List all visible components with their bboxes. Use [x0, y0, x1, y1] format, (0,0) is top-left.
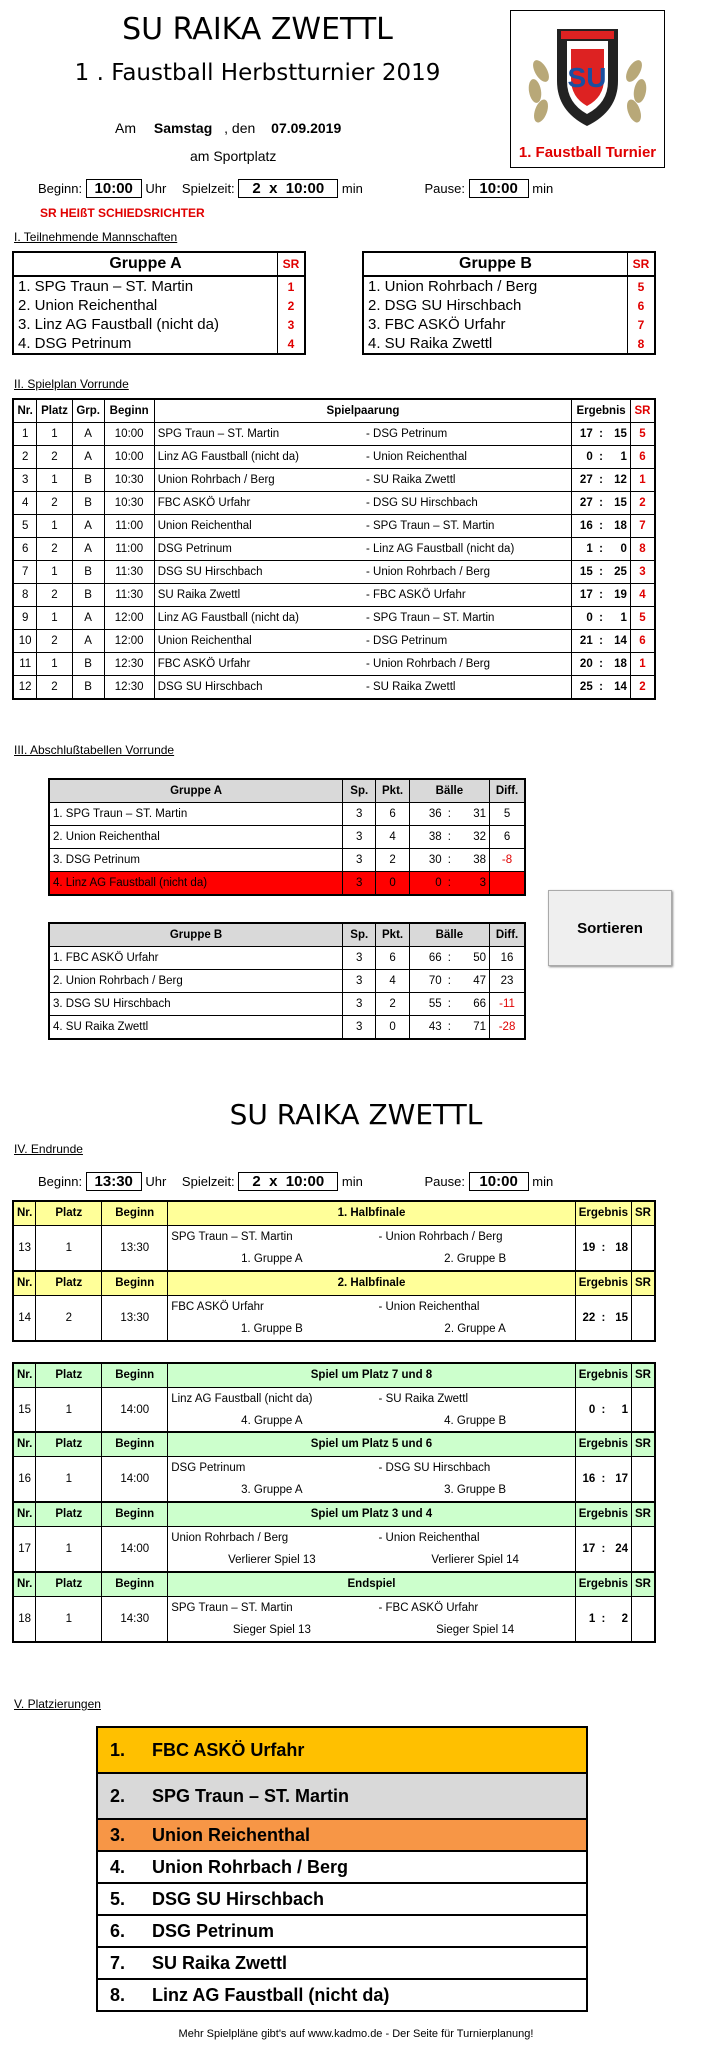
col-nr: Nr.	[13, 399, 37, 423]
final-game-table: Nr. Platz Beginn 1. Halbfinale Ergebnis SR 13 1 13:30 SPG Traun – ST. Martin - Union Rohrbach / Berg 19 : 18 1. Gruppe A 2. Gruppe B	[12, 1200, 656, 1272]
pause-min-label: min	[532, 181, 554, 196]
group-header: Gruppe A	[49, 779, 343, 803]
standings-group-b: Gruppe B Sp. Pkt. Bälle Diff. 1. FBC ASKÖ Urfahr 3 6 66 : 50 16 2. Union Rohrbach / Berg 3 4 70 : 47 23 3. DSG SU Hirschbach 3 2 55 : 66 -11 4. SU Raika Zwettl 3 0 43 : 71 -28	[48, 922, 526, 1040]
group-name: Gruppe A	[13, 252, 278, 276]
team-row: 1. SPG Traun – ST. Martin 1	[13, 276, 305, 296]
page-title: SU RAIKA ZWETTL	[122, 12, 393, 47]
section-placements: V. Platzierungen	[14, 1697, 101, 1711]
placement-row: 3. Union Reichenthal	[98, 1818, 586, 1850]
spielzeit-value[interactable]: 2 x 10:00	[238, 179, 338, 198]
standing-row: 1. SPG Traun – ST. Martin 3 6 36 : 31 5	[49, 803, 525, 826]
game-title: Spiel um Platz 5 und 6	[168, 1432, 576, 1456]
final-spielzeit-value[interactable]: 2 x 10:00	[238, 1172, 338, 1191]
col-sr: SR	[630, 399, 655, 423]
game-row: 18 1 14:30 SPG Traun – ST. Martin - FBC ASKÖ Urfahr 1 : 2	[13, 1596, 655, 1619]
spielzeit-label: Spielzeit:	[181, 181, 235, 196]
pause-label: Pause:	[424, 181, 465, 196]
club-logo	[510, 10, 665, 168]
date-prefix: , den	[224, 120, 256, 136]
placements-list	[96, 1726, 588, 2012]
final-game-table: Nr. Platz Beginn Endspiel Ergebnis SR 18 1 14:30 SPG Traun – ST. Martin - FBC ASKÖ Urfahr 1 : 2 Sieger Spiel 13 Sieger Spiel 14	[12, 1571, 656, 1643]
svg-text:SU: SU	[567, 62, 607, 93]
sort-button[interactable]: Sortieren	[548, 890, 672, 966]
placement-row: 8. Linz AG Faustball (nicht da)	[98, 1978, 586, 2010]
team-row: 3. FBC ASKÖ Urfahr 7	[363, 315, 655, 334]
team-row: 2. DSG SU Hirschbach 6	[363, 296, 655, 315]
final-game-table: Nr. Platz Beginn Spiel um Platz 5 und 6 Ergebnis SR 16 1 14:00 DSG Petrinum - DSG SU Hirschbach 16 : 17 3. Gruppe A 3. Gruppe B	[12, 1431, 656, 1503]
section-schedule: II. Spielplan Vorrunde	[14, 377, 129, 391]
pause-value[interactable]: 10:00	[469, 179, 529, 198]
game-title: 2. Halbfinale	[168, 1271, 576, 1295]
col-platz: Platz	[37, 399, 72, 423]
tournament-subtitle: 1 . Faustball Herbstturnier 2019	[74, 60, 441, 86]
game-title: 1. Halbfinale	[168, 1201, 576, 1225]
standing-row: 2. Union Reichenthal 3 4 38 : 32 6	[49, 826, 525, 849]
group-header: Gruppe B	[49, 923, 343, 947]
placement-row: 1. FBC ASKÖ Urfahr	[98, 1728, 586, 1772]
table-row: 10 2 A 12:00 Union Reichenthal - DSG Petrinum 21 : 14 6	[13, 630, 655, 653]
table-row: 2 2 A 10:00 Linz AG Faustball (nicht da) - Union Reichenthal 0 : 1 6	[13, 446, 655, 469]
uhr-label: Uhr	[145, 181, 167, 196]
group-b-teams	[362, 251, 656, 355]
group-name: Gruppe B	[363, 252, 628, 276]
standing-row: 4. Linz AG Faustball (nicht da) 3 0 0 : 3	[49, 872, 525, 896]
col-beginn: Beginn	[104, 399, 154, 423]
game-row: 14 2 13:30 FBC ASKÖ Urfahr - Union Reichenthal 22 : 15	[13, 1295, 655, 1318]
placement-row: 4. Union Rohrbach / Berg	[98, 1850, 586, 1882]
shield-logo-icon	[511, 11, 664, 141]
game-row: 17 1 14:00 Union Rohrbach / Berg - Union Reichenthal 17 : 24	[13, 1526, 655, 1549]
section-standings: III. Abschlußtabellen Vorrunde	[14, 743, 175, 757]
time-settings	[38, 179, 553, 198]
section-teams: I. Teilnehmende Mannschaften	[14, 230, 178, 244]
final-game-table: Nr. Platz Beginn 2. Halbfinale Ergebnis SR 14 2 13:30 FBC ASKÖ Urfahr - Union Reichenthal 22 : 15 1. Gruppe B 2. Gruppe A	[12, 1270, 656, 1342]
col-ergebnis: Ergebnis	[572, 399, 631, 423]
team-row: 4. DSG Petrinum 4	[13, 334, 305, 354]
standing-row: 3. DSG SU Hirschbach 3 2 55 : 66 -11	[49, 993, 525, 1016]
schedule-table	[12, 398, 656, 700]
standing-row: 4. SU Raika Zwettl 3 0 43 : 71 -28	[49, 1016, 525, 1040]
standings-group-a: Gruppe A Sp. Pkt. Bälle Diff. 1. SPG Traun – ST. Martin 3 6 36 : 31 5 2. Union Reichenthal 3 4 38 : 32 6 3. DSG Petrinum 3 2 30 : 38 -8 4. Linz AG Faustball (nicht da) 3 0 0 : 3	[48, 778, 526, 896]
table-row: 11 1 B 12:30 FBC ASKÖ Urfahr - Union Rohrbach / Berg 20 : 18 1	[13, 653, 655, 676]
begin-label: Beginn:	[38, 181, 83, 196]
table-row: 12 2 B 12:30 DSG SU Hirschbach - SU Raika Zwettl 25 : 14 2	[13, 676, 655, 700]
placement-row: 6. DSG Petrinum	[98, 1914, 586, 1946]
table-row: 4 2 B 10:30 FBC ASKÖ Urfahr - DSG SU Hirschbach 27 : 15 2	[13, 492, 655, 515]
col-spielpaarung: Spielpaarung	[154, 399, 572, 423]
group-a-teams	[12, 251, 306, 355]
table-row: 6 2 A 11:00 DSG Petrinum - Linz AG Faustball (nicht da) 1 : 0 8	[13, 538, 655, 561]
placement-row: 7. SU Raika Zwettl	[98, 1946, 586, 1978]
section-finals: IV. Endrunde	[14, 1142, 83, 1156]
col-grp: Grp.	[72, 399, 104, 423]
team-row: 3. Linz AG Faustball (nicht da) 3	[13, 315, 305, 334]
referee-note: SR HEIßT SCHIEDSRICHTER	[40, 206, 205, 220]
final-begin-value[interactable]: 13:30	[86, 1172, 142, 1191]
sr-header: SR	[278, 252, 306, 276]
table-row: 7 1 B 11:30 DSG SU Hirschbach - Union Rohrbach / Berg 15 : 25 3	[13, 561, 655, 584]
table-row: 3 1 B 10:30 Union Rohrbach / Berg - SU Raika Zwettl 27 : 12 1	[13, 469, 655, 492]
game-title: Spiel um Platz 7 und 8	[168, 1363, 576, 1387]
standing-row: 2. Union Rohrbach / Berg 3 4 70 : 47 23	[49, 970, 525, 993]
begin-value[interactable]: 10:00	[86, 179, 142, 198]
game-title: Endspiel	[168, 1572, 576, 1596]
table-row: 9 1 A 12:00 Linz AG Faustball (nicht da) - SPG Traun – ST. Martin 0 : 1 5	[13, 607, 655, 630]
footer-note: Mehr Spielpläne gibt's auf www.kadmo.de - Der Seite für Turnierplanung!	[178, 2028, 534, 2040]
game-row: 13 1 13:30 SPG Traun – ST. Martin - Union Rohrbach / Berg 19 : 18	[13, 1225, 655, 1248]
logo-caption: 1. Faustball Turnier	[518, 144, 657, 161]
date-line	[115, 120, 341, 136]
table-row: 5 1 A 11:00 Union Reichenthal - SPG Traun – ST. Martin 16 : 18 7	[13, 515, 655, 538]
venue: am Sportplatz	[190, 148, 277, 164]
game-row: 16 1 14:00 DSG Petrinum - DSG SU Hirschbach 16 : 17	[13, 1456, 655, 1479]
date: 07.09.2019	[271, 120, 342, 136]
final-round-title: SU RAIKA ZWETTL	[229, 1098, 483, 1131]
standing-row: 3. DSG Petrinum 3 2 30 : 38 -8	[49, 849, 525, 872]
table-row: 8 2 B 11:30 SU Raika Zwettl - FBC ASKÖ Urfahr 17 : 19 4	[13, 584, 655, 607]
final-game-table: Nr. Platz Beginn Spiel um Platz 3 und 4 Ergebnis SR 17 1 14:00 Union Rohrbach / Berg - Union Reichenthal 17 : 24 Verlierer Spiel 13 Verlierer Spiel 14	[12, 1501, 656, 1573]
team-row: 2. Union Reichenthal 2	[13, 296, 305, 315]
final-time-settings: Beginn: 13:30 Uhr Spielzeit: 2 x 10:00 min Pause: 10:00 min	[38, 1173, 554, 1190]
game-title: Spiel um Platz 3 und 4	[168, 1502, 576, 1526]
placement-row: 5. DSG SU Hirschbach	[98, 1882, 586, 1914]
team-row: 4. SU Raika Zwettl 8	[363, 334, 655, 354]
placement-row: 2. SPG Traun – ST. Martin	[98, 1772, 586, 1818]
final-pause-value[interactable]: 10:00	[469, 1172, 529, 1191]
game-row: 15 1 14:00 Linz AG Faustball (nicht da) - SU Raika Zwettl 0 : 1	[13, 1387, 655, 1410]
table-row: 1 1 A 10:00 SPG Traun – ST. Martin - DSG Petrinum 17 : 15 5	[13, 423, 655, 446]
day: Samstag	[153, 120, 213, 136]
standing-row: 1. FBC ASKÖ Urfahr 3 6 66 : 50 16	[49, 947, 525, 970]
min-label: min	[341, 181, 363, 196]
sr-header: SR	[628, 252, 656, 276]
final-game-table: Nr. Platz Beginn Spiel um Platz 7 und 8 Ergebnis SR 15 1 14:00 Linz AG Faustball (nicht da) - SU Raika Zwettl 0 : 1 4. Gruppe A 4. Gruppe B	[12, 1362, 656, 1434]
day-prefix: Am	[115, 120, 136, 136]
team-row: 1. Union Rohrbach / Berg 5	[363, 276, 655, 296]
